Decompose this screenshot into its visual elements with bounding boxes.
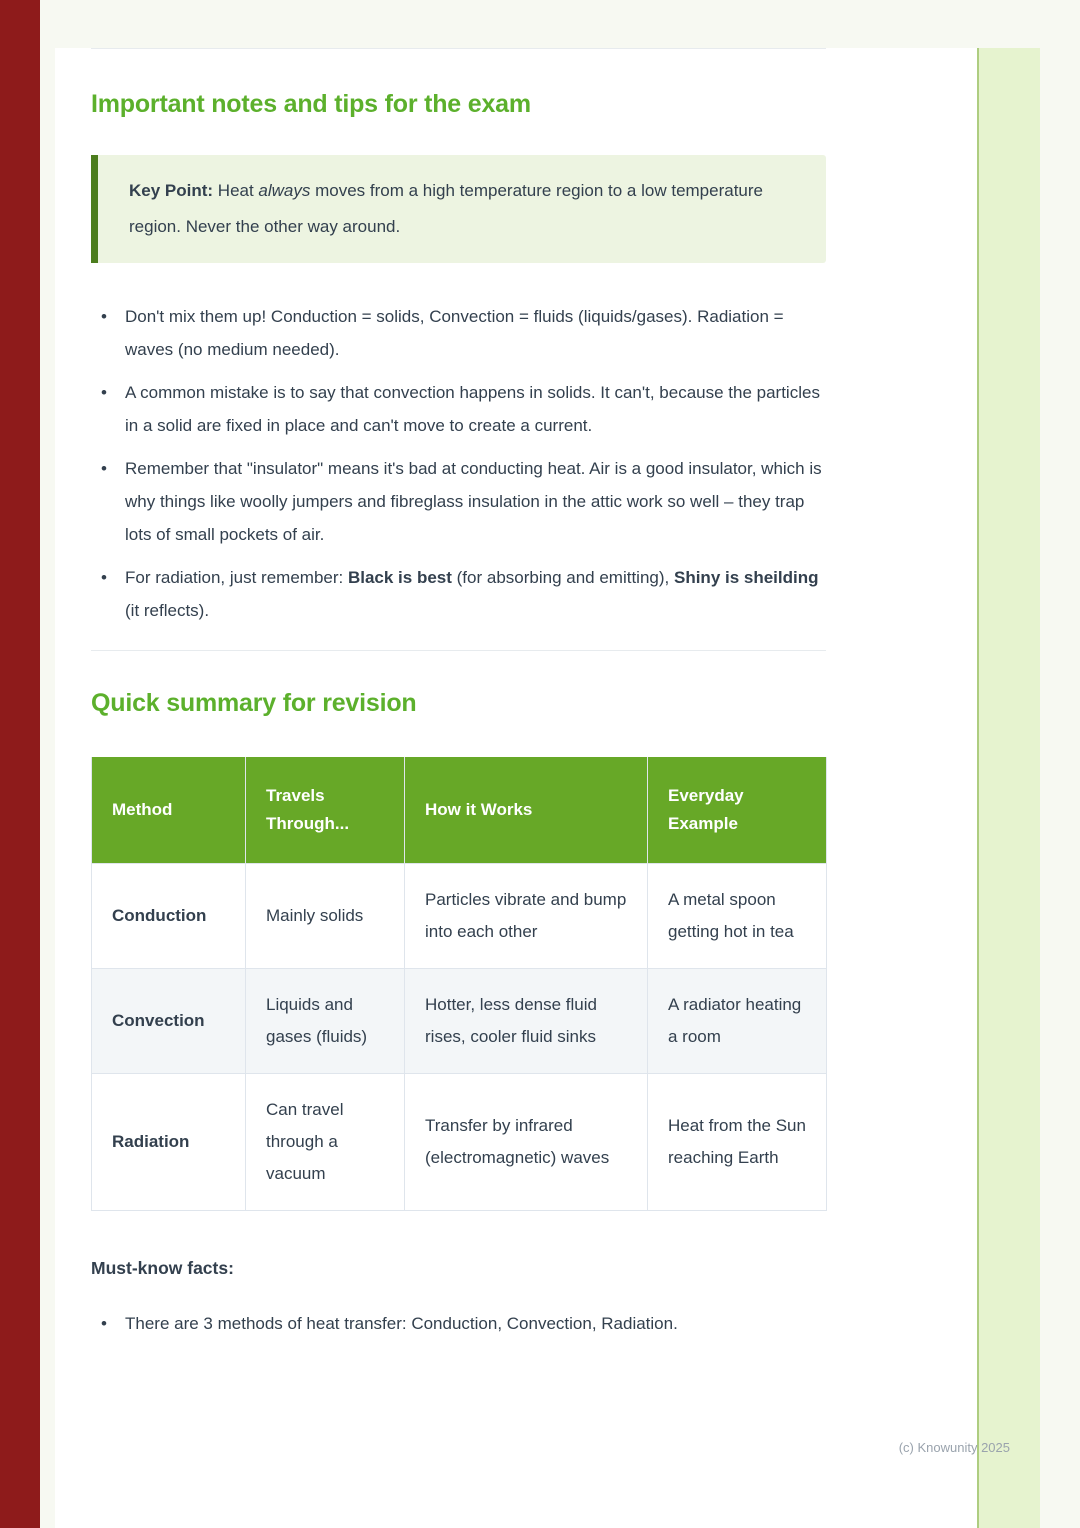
fact-item: • There are 3 methods of heat transfer: Conduction, Convection, Radiation. (91, 1307, 826, 1340)
cell-method: Conduction (92, 864, 246, 969)
column-header-method: Method (92, 757, 246, 864)
column-header-travels: Travels Through... (246, 757, 405, 864)
cell-method: Radiation (92, 1074, 246, 1211)
column-header-example: Everyday Example (648, 757, 827, 864)
heat-transfer-summary-table (91, 757, 827, 1211)
cell-travels: Mainly solids (246, 864, 405, 969)
key-point-text: Key Point: Heat always moves from a high temperature region to a low temperature region. Never the other way around. (129, 181, 763, 236)
cell-how: Hotter, less dense fluid rises, cooler fluid sinks (405, 969, 648, 1074)
bullet-item: • For radiation, just remember: Black is best (for absorbing and emitting), Shiny is sheilding (it reflects). (91, 561, 826, 627)
table-header-row (92, 757, 827, 864)
must-know-facts-list (91, 1307, 826, 1340)
key-point-label: Key Point: (129, 181, 214, 200)
copyright-footer: (c) Knowunity 2025 (898, 1440, 1010, 1455)
table-row (92, 864, 827, 969)
bullet-item: • Don't mix them up! Conduction = solids, Convection = fluids (liquids/gases). Radiation = waves (no medium needed). (91, 300, 826, 366)
key-point-italic: always (258, 181, 311, 200)
must-know-facts-title: Must-know facts: (91, 1258, 234, 1278)
bullet-item: • A common mistake is to say that convection happens in solids. It can't, because the particles in a solid are fixed in place and can't move to create a current. (91, 376, 826, 442)
cell-example: A metal spoon getting hot in tea (648, 864, 827, 969)
table-row (92, 969, 827, 1074)
notes-section-title: Important notes and tips for the exam (91, 90, 531, 118)
cell-example: Heat from the Sun reaching Earth (648, 1074, 827, 1211)
summary-section-title: Quick summary for revision (91, 689, 417, 717)
document-content (55, 48, 977, 1340)
cell-travels: Can travel through a vacuum (246, 1074, 405, 1211)
top-divider (91, 48, 826, 49)
cell-how: Transfer by infrared (electromagnetic) waves (405, 1074, 648, 1211)
key-point-callout (91, 155, 826, 263)
section-divider (91, 650, 826, 651)
cell-method: Convection (92, 969, 246, 1074)
tips-bullet-list (91, 300, 826, 627)
cell-example: A radiator heating a room (648, 969, 827, 1074)
column-header-how: How it Works (405, 757, 648, 864)
table-row (92, 1074, 827, 1211)
cell-travels: Liquids and gases (fluids) (246, 969, 405, 1074)
bullet-item: • Remember that "insulator" means it's bad at conducting heat. Air is a good insulator, which is why things like woolly jumpers and fibreglass insulation in the attic work so well – they trap lots of small pockets of air. (91, 452, 826, 551)
right-green-strip (977, 48, 1040, 1528)
document-card (55, 48, 977, 1528)
cell-how: Particles vibrate and bump into each other (405, 864, 648, 969)
left-red-strip (0, 0, 40, 1528)
